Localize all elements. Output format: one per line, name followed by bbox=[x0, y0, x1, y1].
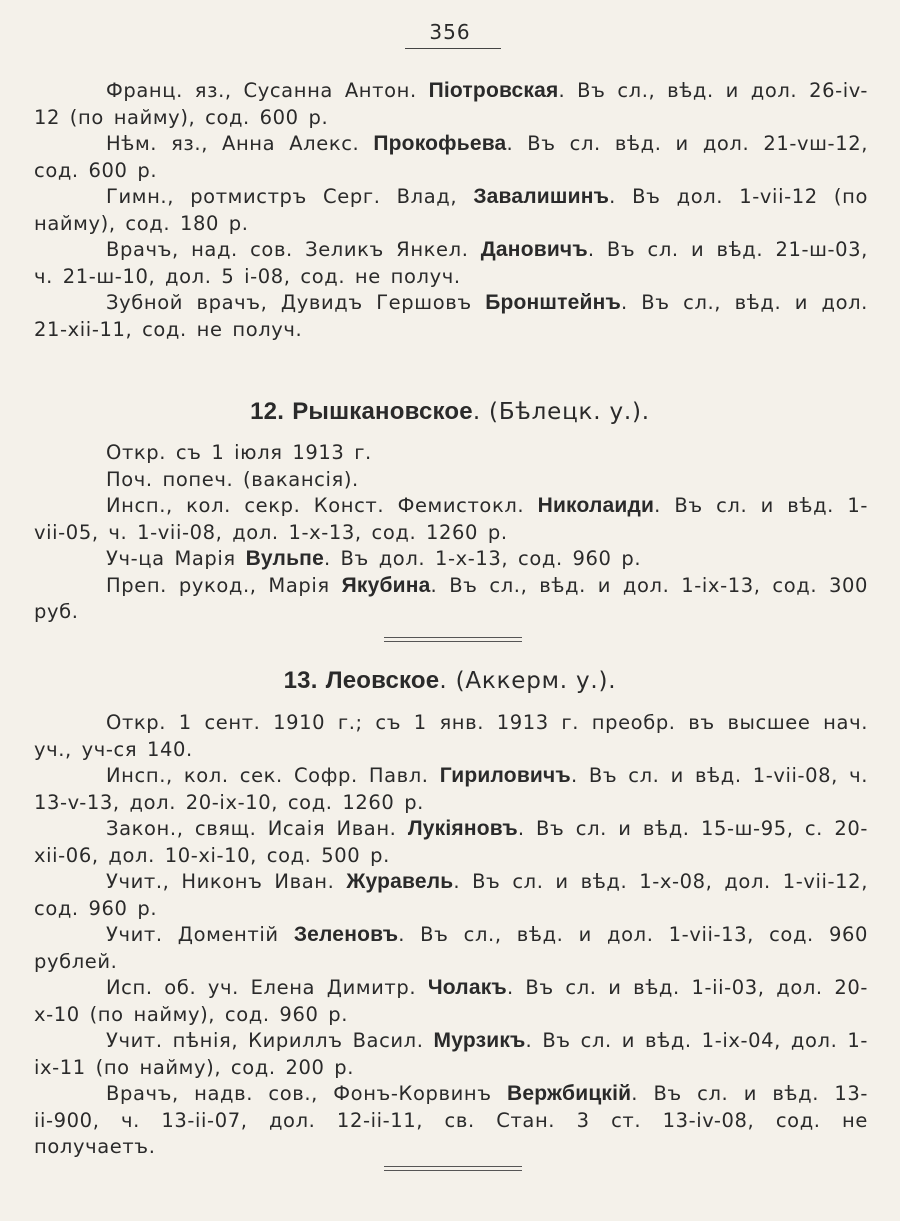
person-name: Прокофьева bbox=[373, 132, 507, 155]
entry: Учит., Никонъ Иван. Журавель. Въ сл. и вѣд. 1-х-08, дол. 1-vіі-12, сод. 960 р. bbox=[34, 870, 868, 920]
person-name: Піотровская bbox=[428, 79, 559, 102]
section-number: 13. bbox=[283, 667, 318, 694]
entry: Врачъ, надв. сов., Фонъ-Корвинъ Вержбицкій. Въ сл. и вѣд. 13-іі-900, ч. 13-іі-07, дол. 12-іі-11, св. Стан. 3 ст. 13-іv-08, сод. не получаетъ. bbox=[34, 1082, 868, 1158]
entry: Учит. Доментій Зеленовъ. Въ сл., вѣд. и дол. 1-vіі-13, сод. 960 рублей. bbox=[34, 923, 868, 973]
person-name: Мурзикъ bbox=[433, 1029, 526, 1052]
entry: Уч-ца Марія Вульпе. Въ дол. 1-х-13, сод. 960 р. bbox=[106, 547, 642, 570]
section-county: . (Аккерм. у.). bbox=[439, 668, 617, 694]
entry: Зубной врачъ, Дувидъ Гершовъ Бронштейнъ. Въ сл., вѣд. и дол. 21-хіі-11, сод. не получ. bbox=[34, 291, 868, 341]
section-divider bbox=[384, 1166, 522, 1171]
person-name: Зеленовъ bbox=[293, 923, 399, 946]
entry: Поч. попеч. (вакансія). bbox=[106, 467, 359, 491]
page-number-underline bbox=[405, 48, 501, 49]
person-name: Якубина bbox=[341, 573, 431, 597]
section-place: Рышкановское bbox=[292, 398, 473, 425]
person-name: Вержбицкій bbox=[506, 1082, 632, 1105]
entry: Закон., свящ. Исаія Иван. Лукіяновъ. Въ сл. и вѣд. 15-ш-95, с. 20-хіі-06, дол. 10-хі-10, сод. 500 р. bbox=[34, 817, 868, 867]
entry: Откр. съ 1 іюля 1913 г. bbox=[106, 441, 372, 464]
page-number: 356 bbox=[429, 20, 471, 44]
person-name: Николаиди bbox=[537, 494, 655, 517]
person-name: Бронштейнъ bbox=[485, 291, 621, 314]
section-place: Леовское bbox=[325, 667, 440, 694]
entry: Откр. 1 сент. 1910 г.; съ 1 янв. 1913 г. преобр. въ высшее нач. уч., уч-ся 140. bbox=[34, 711, 868, 761]
entry: Гимн., ротмистръ Серг. Влад, Завалишинъ. Въ дол. 1-vіі-12 (по найму), сод. 180 р. bbox=[34, 185, 868, 235]
section-12-title bbox=[0, 398, 900, 426]
entry: Франц. яз., Сусанна Антон. Піотровская. Въ сл., вѣд. и дол. 26-іv-12 (по найму), сод. 600 р. bbox=[34, 79, 868, 129]
person-name: Вульпе bbox=[245, 547, 324, 570]
entry: Учит. пѣнія, Кириллъ Васил. Мурзикъ. Въ сл. и вѣд. 1-іх-04, дол. 1-іх-11 (по найму), сод. 200 р. bbox=[34, 1029, 868, 1079]
person-name: Гириловичъ bbox=[439, 764, 571, 787]
person-name: Лукіяновъ bbox=[407, 817, 518, 840]
entry: Врачъ, над. сов. Зеликъ Янкел. Дановичъ. Въ сл. и вѣд. 21-ш-03, ч. 21-ш-10, дол. 5 і-08, сод. не получ. bbox=[34, 238, 868, 288]
person-name: Журавель bbox=[346, 870, 454, 893]
person-name: Дановичъ bbox=[480, 238, 588, 261]
entry: Инсп., кол. сек. Софр. Павл. Гириловичъ. Въ сл. и вѣд. 1-vіі-08, ч. 13-v-13, дол. 20-іх-10, сод. 1260 р. bbox=[34, 764, 868, 814]
entry: Исп. об. уч. Елена Димитр. Чолакъ. Въ сл. и вѣд. 1-іі-03, дол. 20-х-10 (по найму), сод. 960 р. bbox=[34, 976, 869, 1026]
entry: Нѣм. яз., Анна Алекс. Прокофьева. Въ сл. вѣд. и дол. 21-vш-12, сод. 600 р. bbox=[34, 132, 868, 182]
section-number: 12. bbox=[250, 398, 285, 425]
section-divider bbox=[384, 637, 522, 642]
section-13-title bbox=[0, 667, 900, 695]
section-13-entries bbox=[34, 710, 868, 1161]
section-county: . (Бѣлецк. у.). bbox=[472, 399, 650, 425]
top-entries bbox=[34, 78, 868, 343]
entry: Инсп., кол. секр. Конст. Фемистокл. Николаиди. Въ сл. и вѣд. 1-vіі-05, ч. 1-vіі-08, дол. 1-х-13, сод. 1260 р. bbox=[34, 494, 868, 544]
section-12-entries bbox=[34, 440, 868, 626]
entry: Преп. рукод., Марія Якубина. Въ сл., вѣд. и дол. 1-іх-13, сод. 300 руб. bbox=[34, 573, 869, 623]
person-name: Завалишинъ bbox=[473, 185, 610, 208]
person-name: Чолакъ bbox=[427, 976, 507, 999]
